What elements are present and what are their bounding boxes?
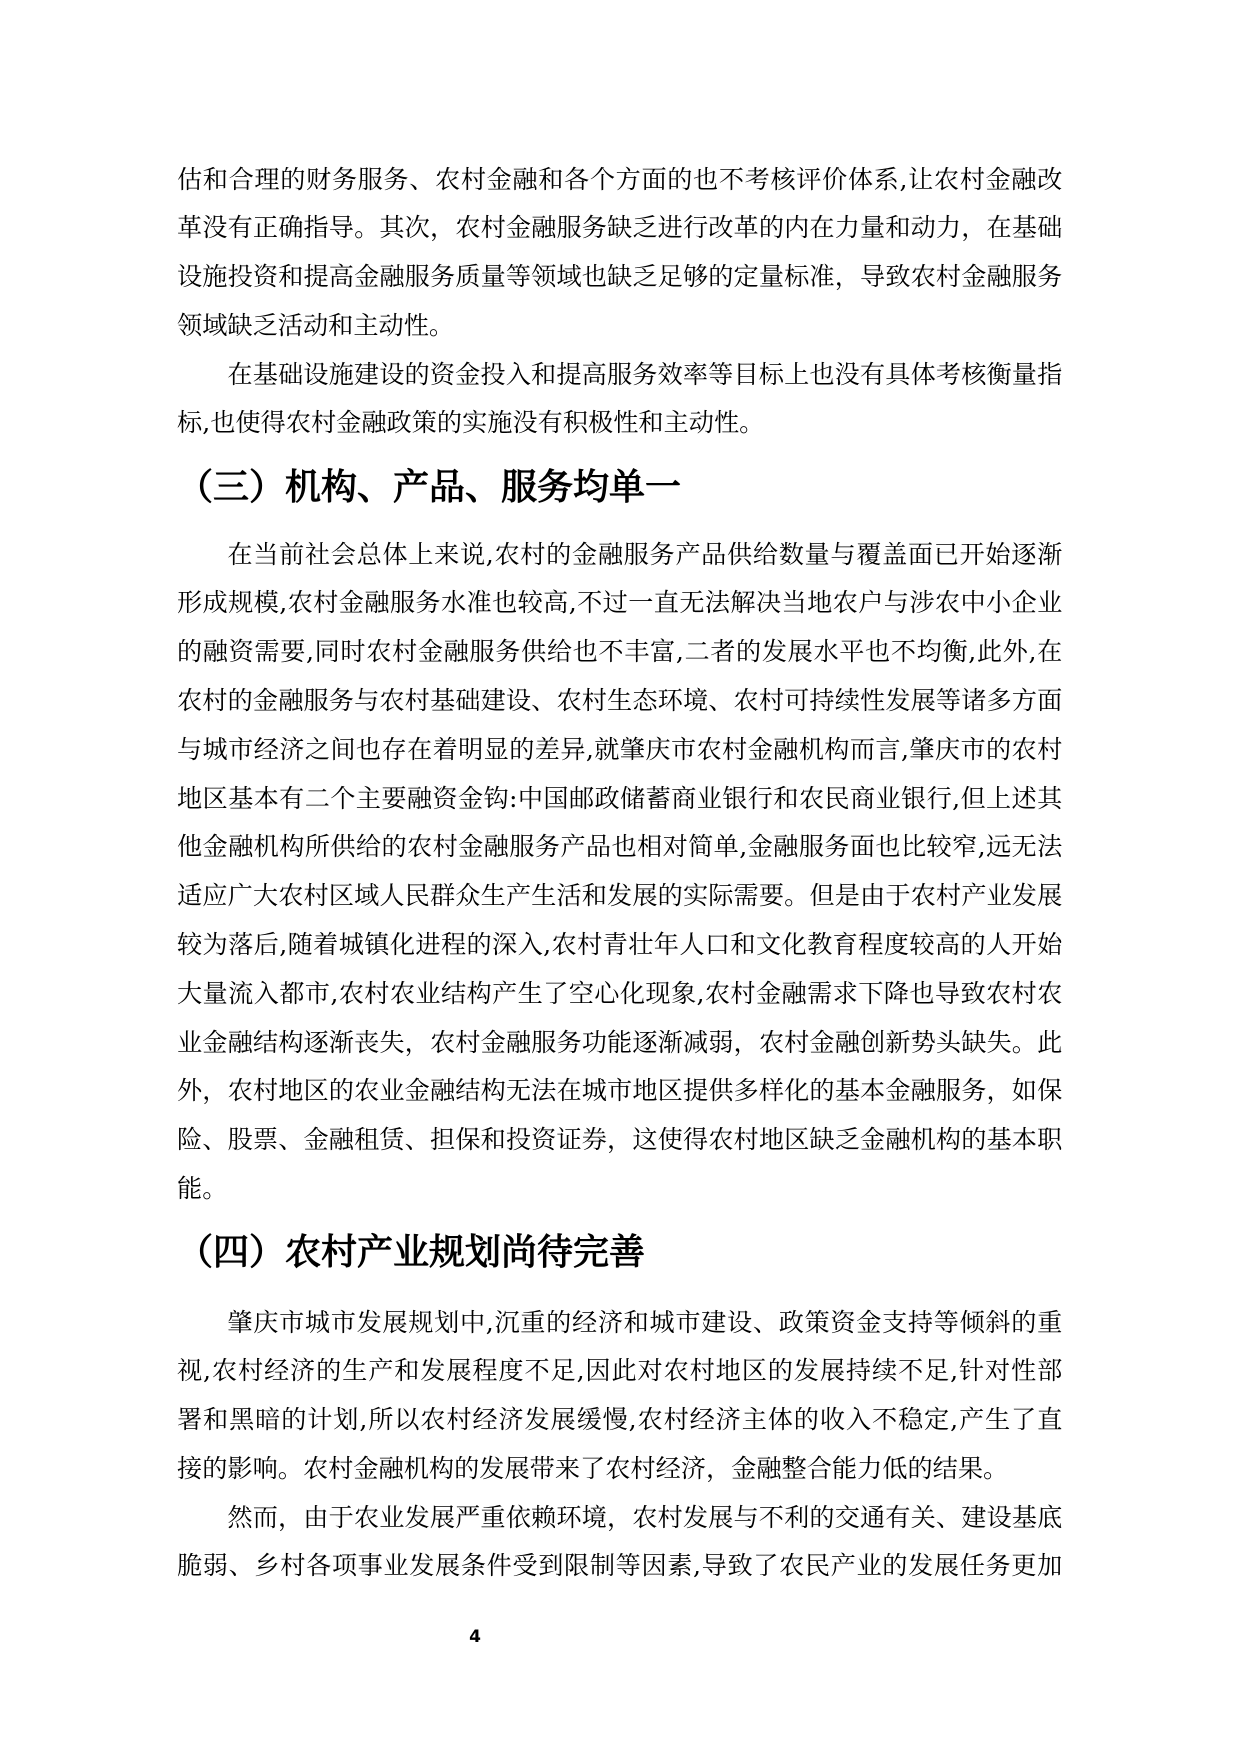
paragraph-line: 的融资需要,同时农村金融服务供给也不丰富,二者的发展水平也不均衡,此外,在	[177, 637, 1062, 667]
paragraph-line: 能。	[177, 1173, 228, 1203]
paragraph-line: 标,也使得农村金融政策的实施没有积极性和主动性。	[177, 408, 765, 438]
paragraph-line: 革没有正确指导。其次，农村金融服务缺乏进行改革的内在力量和动力，在基础	[177, 213, 1062, 243]
paragraph-line: 在基础设施建设的资金投入和提高服务效率等目标上也没有具体考核衡量指	[227, 359, 1062, 389]
paragraph-line: 较为落后,随着城镇化进程的深入,农村青壮年人口和文化教育程度较高的人开始	[177, 929, 1062, 959]
paragraph-line: 领域缺乏活动和主动性。	[177, 310, 455, 340]
paragraph-planning	[177, 1299, 1062, 1494]
paragraph-line: 与城市经济之间也存在着明显的差异,就肇庆市农村金融机构而言,肇庆市的农村	[177, 734, 1062, 764]
paragraph-assessment	[177, 351, 1062, 449]
paragraph-line: 外，农村地区的农业金融结构无法在城市地区提供多样化的基本金融服务，如保	[177, 1076, 1062, 1106]
page-number: 4	[469, 1627, 481, 1647]
paragraph-line: 大量流入都市,农村农业结构产生了空心化现象,农村金融需求下降也导致农村农	[177, 978, 1062, 1008]
paragraph-line: 然而，由于农业发展严重依赖环境，农村发展与不利的交通有关、建设基底	[227, 1502, 1062, 1532]
paragraph-line: 接的影响。农村金融机构的发展带来了农村经济，金融整合能力低的结果。	[177, 1453, 1009, 1483]
paragraph-institutions	[177, 531, 1062, 1214]
paragraph-line: 在当前社会总体上来说,农村的金融服务产品供给数量与覆盖面已开始逐渐	[227, 539, 1062, 569]
paragraph-line: 适应广大农村区域人民群众生产生活和发展的实际需要。但是由于农村产业发展	[177, 881, 1062, 911]
paragraph-line: 设施投资和提高金融服务质量等领域也缺乏足够的定量标准，导致农村金融服务	[177, 262, 1062, 292]
paragraph-environment	[177, 1494, 1062, 1592]
section-heading-4: （四）农村产业规划尚待完善	[177, 1232, 646, 1273]
paragraph-line: 业金融结构逐渐丧失，农村金融服务功能逐渐减弱，农村金融创新势头缺失。此	[177, 1027, 1062, 1057]
paragraph-line: 估和合理的财务服务、农村金融和各个方面的也不考核评价体系,让农村金融改	[177, 164, 1062, 194]
paragraph-line: 他金融机构所供给的农村金融服务产品也相对简单,金融服务面也比较窄,远无法	[177, 832, 1062, 862]
paragraph-line: 农村的金融服务与农村基础建设、农村生态环境、农村可持续性发展等诸多方面	[177, 685, 1062, 715]
paragraph-line: 形成规模,农村金融服务水准也较高,不过一直无法解决当地农户与涉农中小企业	[177, 588, 1062, 618]
paragraph-line: 险、股票、金融租赁、担保和投资证券，这使得农村地区缺乏金融机构的基本职	[177, 1125, 1062, 1155]
paragraph-line: 脆弱、乡村各项事业发展条件受到限制等因素,导致了农民产业的发展任务更加	[177, 1551, 1062, 1581]
paragraph-line: 署和黑暗的计划,所以农村经济发展缓慢,农村经济主体的收入不稳定,产生了直	[177, 1405, 1062, 1435]
section-heading-3: （三）机构、产品、服务均单一	[177, 467, 682, 508]
paragraph-line: 肇庆市城市发展规划中,沉重的经济和城市建设、政策资金支持等倾斜的重	[227, 1307, 1062, 1337]
paragraph-line: 地区基本有二个主要融资金钩:中国邮政储蓄商业银行和农民商业银行,但上述其	[177, 783, 1062, 813]
paragraph-line: 视,农村经济的生产和发展程度不足,因此对农村地区的发展持续不足,针对性部	[177, 1356, 1062, 1386]
paragraph-continuation	[177, 156, 1062, 351]
